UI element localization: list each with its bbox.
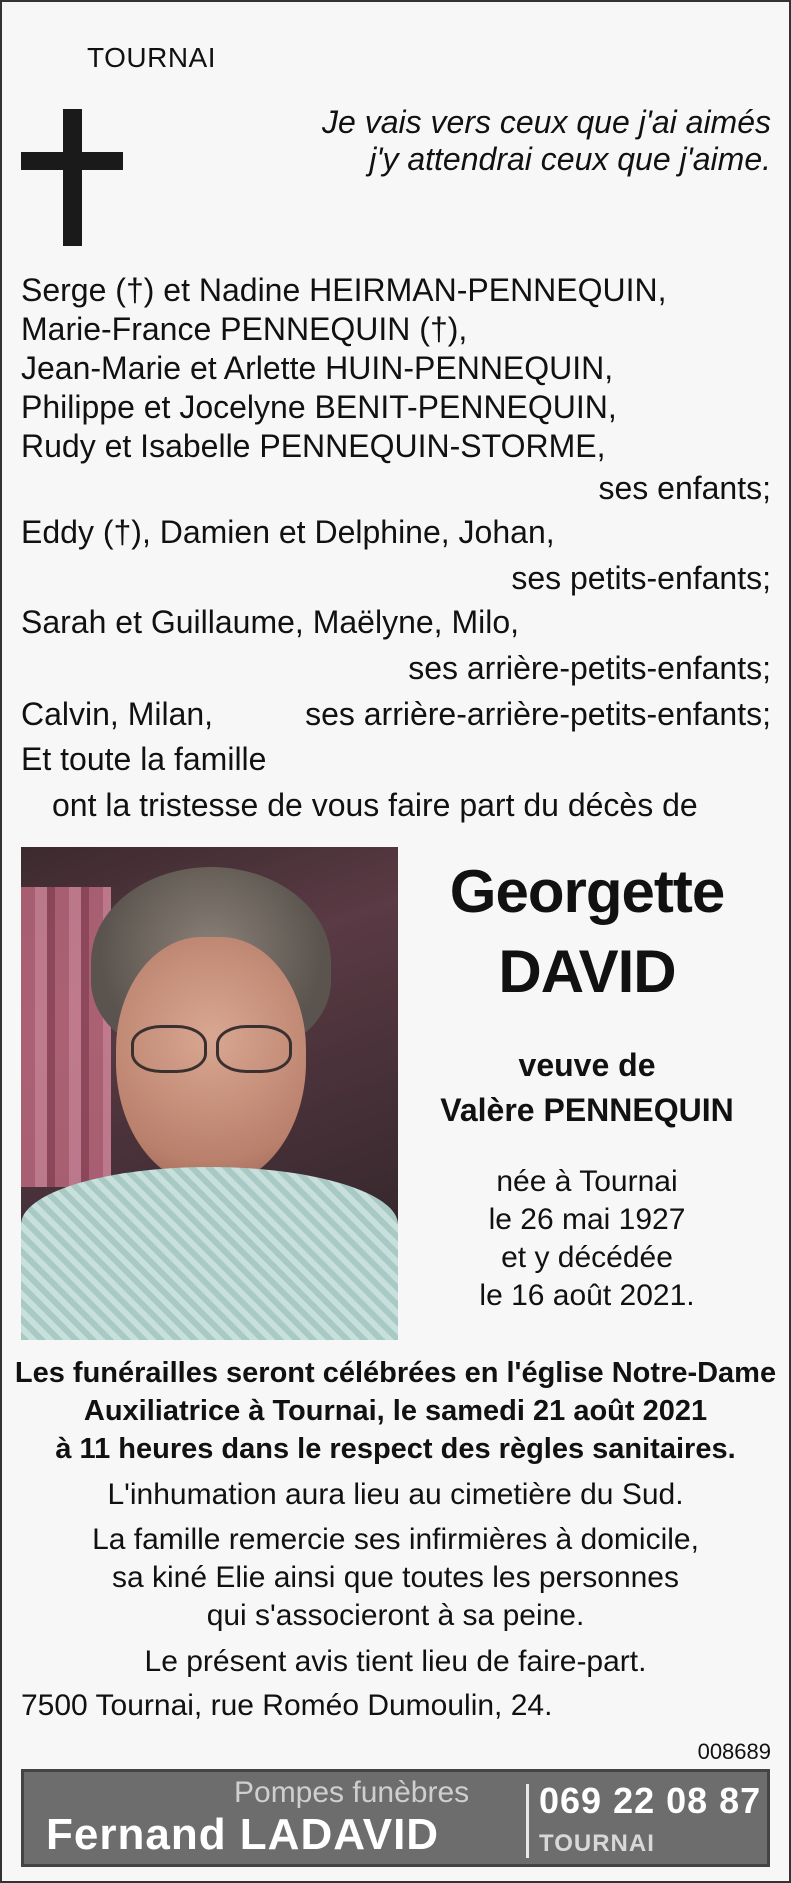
- notice-line: Le présent avis tient lieu de faire-part.: [144, 1645, 647, 1678]
- address-line: 7500 Tournai, rue Roméo Dumoulin, 24.: [21, 1689, 553, 1722]
- burial-line: L'inhumation aura lieu au cimetière du Sud.: [107, 1478, 684, 1511]
- funeral-home-phone: 069 22 08 87: [539, 1780, 762, 1821]
- family-line: Serge (†) et Nadine HEIRMAN-PENNEQUIN,: [21, 272, 667, 308]
- great-grandchildren-line: Sarah et Guillaume, Maëlyne, Milo,: [21, 604, 519, 640]
- widow-label: veuve de: [518, 1047, 656, 1083]
- header-city: TOURNAI: [87, 42, 216, 73]
- family-line: Rudy et Isabelle PENNEQUIN-STORME,: [21, 428, 606, 464]
- children-label: ses enfants;: [598, 470, 771, 506]
- great-grandchildren-label: ses arrière-petits-enfants;: [408, 650, 771, 686]
- deceased-portrait: [21, 847, 398, 1340]
- family-line: Jean-Marie et Arlette HUIN-PENNEQUIN,: [21, 350, 614, 386]
- funeral-line: Auxiliatrice à Tournai, le samedi 21 août 2021: [83, 1395, 708, 1427]
- thanks-line: sa kiné Elie ainsi que toutes les personnes: [111, 1561, 679, 1594]
- grandchildren-line: Eddy (†), Damien et Delphine, Johan,: [21, 514, 555, 550]
- cross-icon-bar: [21, 152, 123, 170]
- funeral-line: Les funérailles seront célébrées en l'église Notre-Dame: [14, 1357, 777, 1389]
- funeral-home-name: Fernand LADAVID: [46, 1810, 440, 1859]
- deceased-first-name: Georgette: [449, 858, 725, 925]
- spouse-name: Valère PENNEQUIN: [440, 1092, 734, 1128]
- great-great-grandchildren-line: Calvin, Milan,: [21, 696, 214, 732]
- death-line: le 16 août 2021.: [479, 1279, 695, 1312]
- thanks-line: qui s'associeront à sa peine.: [206, 1599, 585, 1632]
- thanks-line: La famille remercie ses infirmières à domicile,: [92, 1523, 699, 1556]
- reference-number: 008689: [697, 1739, 771, 1764]
- funeral-line: à 11 heures dans le respect des règles sanitaires.: [55, 1433, 736, 1465]
- family-line: Marie-France PENNEQUIN (†),: [21, 311, 468, 347]
- announcement-line: ont la tristesse de vous faire part du décès de: [52, 787, 698, 823]
- birth-line: née à Tournai: [496, 1165, 678, 1198]
- funeral-home-city: TOURNAI: [539, 1830, 655, 1857]
- great-great-grandchildren-label: ses arrière-arrière-petits-enfants;: [305, 696, 771, 732]
- deceased-last-name: DAVID: [498, 938, 676, 1005]
- quote-line-1: Je vais vers ceux que j'ai aimés: [322, 104, 771, 140]
- cross-icon: [63, 109, 82, 246]
- grandchildren-label: ses petits-enfants;: [511, 560, 771, 596]
- birth-line: le 26 mai 1927: [488, 1203, 686, 1236]
- quote-line-2: j'y attendrai ceux que j'aime.: [369, 141, 771, 177]
- death-line: et y décédée: [501, 1241, 673, 1274]
- funeral-home-label: Pompes funèbres: [234, 1776, 470, 1809]
- family-all-line: Et toute la famille: [21, 741, 267, 777]
- family-line: Philippe et Jocelyne BENIT-PENNEQUIN,: [21, 389, 617, 425]
- funeral-home-banner: [21, 1769, 770, 1867]
- banner-divider: [526, 1784, 529, 1858]
